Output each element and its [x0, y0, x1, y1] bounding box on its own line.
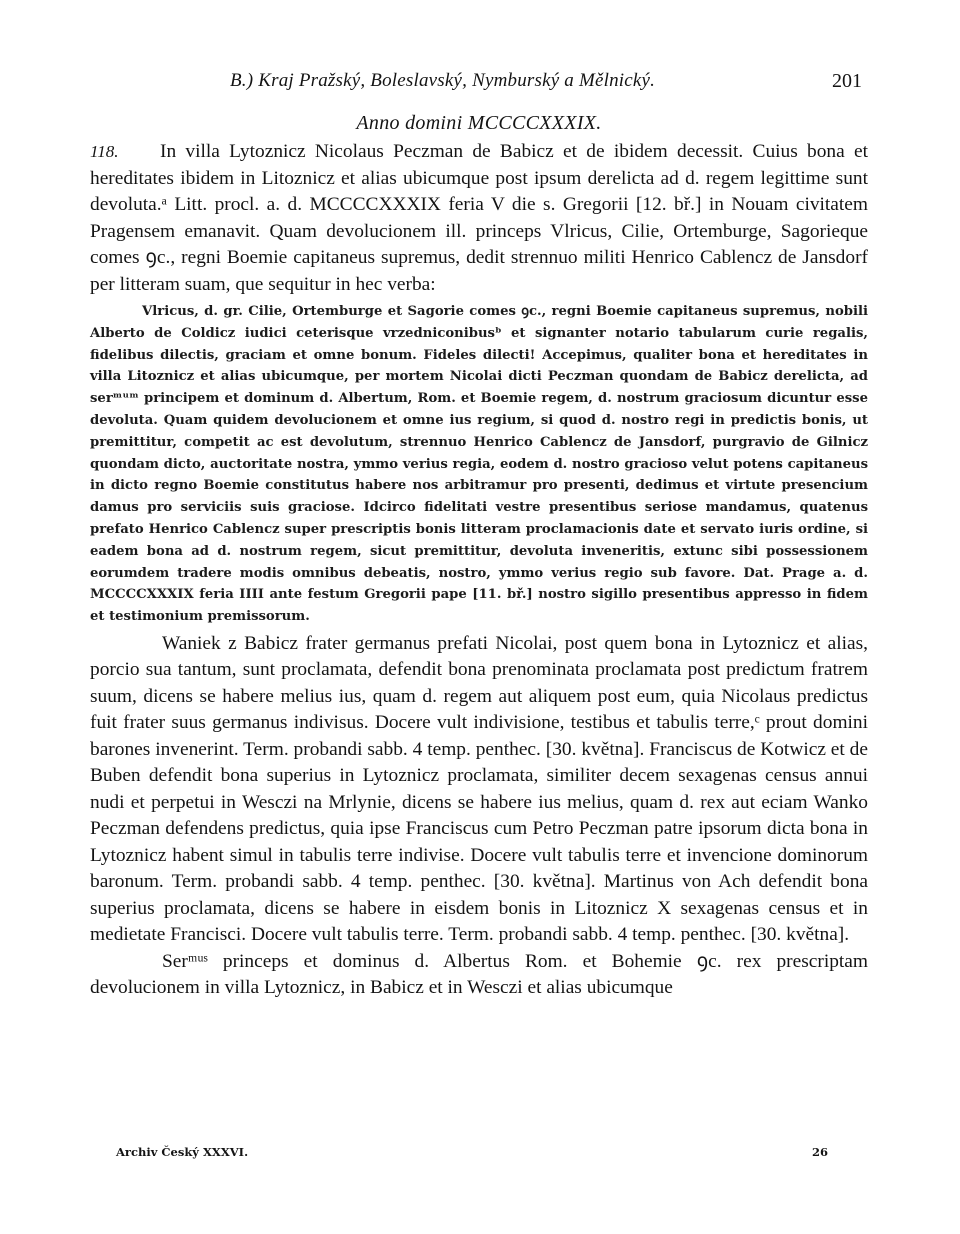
entry-paragraph	[90, 139, 868, 298]
document-page	[90, 64, 868, 1002]
sheet-number: 26	[811, 1145, 828, 1159]
paragraph-waniek: Waniek z Babicz frater germanus prefati Nicolai, post quem bona in Lytoznicz et alias, porcio sua tantum, sunt proclamata, defendit bona prenominata proclamata post predictum fratrem suum, dicens se habere melius ius, quam d. regem aut aliquem post eum, quia Nicolaus predictus fuit frater suus germanus indivisus. Docere vult indivisione, testibus et tabulis terre,ᶜ prout domini barones invenerint. Term. probandi sabb. 4 temp. penthec. [30. května]. Franciscus de Kotwicz et de Buben defendit bona superius in Lytoznicz proclamata, similiter decem sexagenas census annui nudi et perpetui in Wesczi na Mrlynie, dicens se habere ius melius, quam d. rex aut eciam Wanko Peczman defendens predictus, quia ipse Franciscus cum Petro Peczman patre ipsorum dicta bona in Lytoznicz habent simul in tabulis terre indivise. Docere vult tabulis terre et invencione dominorum baronum. Term. probandi sabb. 4 temp. penthec. [30. května]. Martinus von Ach defendit bona superius proclamata, dicens se habere in eisdem bonis in Litoznicz X sexagenas census et in medietate Francisci. Docere vult tabulis terre. Term. probandi sabb. 4 temp. penthec. [30. května].	[90, 632, 868, 946]
page-header	[90, 64, 868, 104]
entry-number: 118.	[90, 142, 119, 161]
paragraph-sermus: Serᵐᵘˢ princeps et dominus d. Albertus Rom. et Bohemie ꝯc. rex prescriptam devolucionem in villa Lytoznicz, in Babicz et in Wesczi et alias ubicumque	[90, 950, 868, 999]
entry-text: In villa Lytoznicz Nicolaus Peczman de Babicz et de ibidem decessit. Cuius bona et hereditates ibidem in Litoznicz et alias ubicumque post ipsum derelicta ad d. regem legittime sunt devoluta.ᵃ Litt. procl. a. d. MCCCCXXXIX feria V die s. Gregorii [12. bř.] in Nouam civitatem Pragensem emanavit. Quam devolucionem ill. princeps Vlricus, Cilie, Ortemburge, Sagorieque comes ꝯc., regni Boemie capitaneus supremus, dedit strennuo militi Henrico Cablencz de Jansdorf per litteram suam, que sequitur in hec verba:	[90, 141, 868, 295]
page-footer	[116, 1145, 828, 1165]
document-quote: Vlricus, d. gr. Cilie, Ortemburge et Sagorie comes ꝯc., regni Boemie capitaneus supremus, nobili Alberto de Coldicz iudici ceterisque vrzedniconibusᵇ et signanter notario tabularum curie regalis, fidelibus dilectis, graciam et omne bonum. Fideles dilecti! Accepimus, qualiter bona et hereditates in villa Litoznicz et alias ubicumque, per mortem Nicolai dicti Peczman quondam de Babicz derelicta, ad serᵐᵘᵐ principem et dominum d. Albertum, Rom. et Boemie regem, d. nostrum graciosum dicuntur esse devoluta. Quam quidem devolucionem et omne ius regium, si quod d. nostro regi in predictis bonis, ut premittitur, competit ac est devolutum, strennuo Henrico Cablencz de Jansdorf, purgravio de Gilnicz quondam dicto, auctoritate nostra, ymmo verius regia, eodem d. nostro gracioso velut potens capitaneus in dicto regno Boemie constitutus habere nos arbitramur pro presenti, dedimus et virtute presencium damus pro serviciis suis graciose. Idcirco fidelitati vestre presentibus seriose mandamus, quatenus prefato Henrico Cablencz super prescriptis bonis litteram proclamacionis date et servato iuris ordine, si eadem bona ad d. nostrum regem, sicut premittitur, devoluta inveneritis, extunc sibi possessionem eorumdem tradere modis omnibus debeatis, nostro, ymmo verius regio sub favore. Dat. Prage a. d. MCCCCXXXIX feria IIII ante festum Gregorii pape [11. bř.] nostro sigillo presentibus appresso in fidem et testimonium premissorum.	[90, 304, 868, 625]
printer-signature: Archiv Český XXXVI.	[116, 1145, 249, 1159]
page-number: 201	[832, 70, 862, 92]
year-heading: Anno domini MCCCCXXXIX.	[356, 112, 602, 134]
running-head: B.) Kraj Pražský, Boleslavský, Nymburský a Mělnický.	[230, 70, 656, 91]
